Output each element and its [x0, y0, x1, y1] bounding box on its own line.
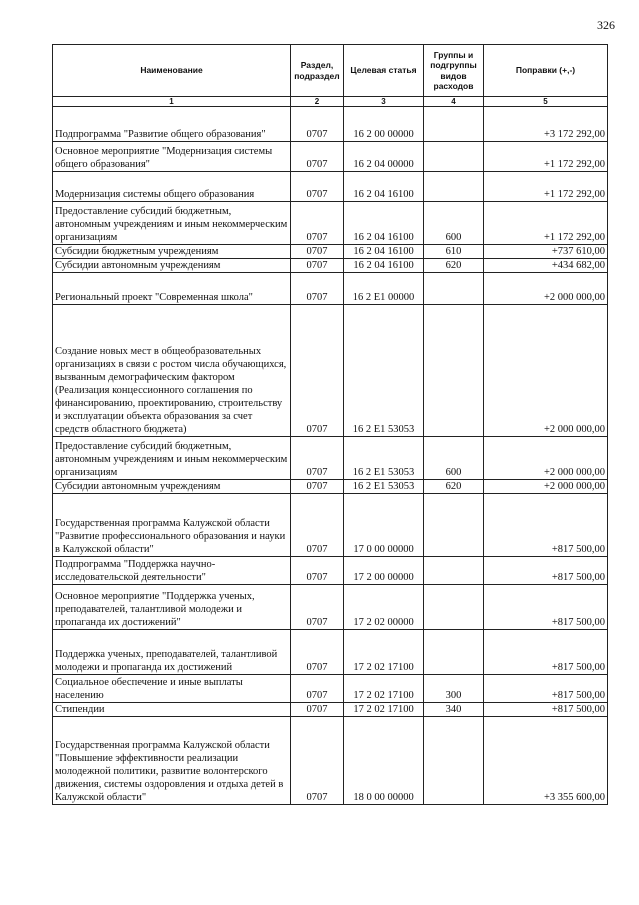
row-section: 0707 [291, 273, 344, 305]
row-amount: +2 000 000,00 [484, 273, 608, 305]
row-target: 16 2 E1 53053 [344, 437, 424, 480]
column-number: 3 [344, 97, 424, 107]
row-name: Создание новых мест в общеобразовательных организациях в связи с ростом числа обучающихся, вызванным демографическим фактором (Реализация концессионного соглашения по финансированию, проектированию, строительству и эксплуатации объекта образования за счет средств областного бюджета) [53, 305, 291, 437]
row-section: 0707 [291, 557, 344, 585]
row-group [424, 494, 484, 557]
row-name: Основное мероприятие "Модернизация системы общего образования" [53, 142, 291, 172]
row-target: 17 2 02 17100 [344, 703, 424, 717]
row-amount: +817 500,00 [484, 494, 608, 557]
row-target: 17 2 02 17100 [344, 675, 424, 703]
table-row [53, 437, 608, 480]
row-amount: +2 000 000,00 [484, 480, 608, 494]
column-number: 1 [53, 97, 291, 107]
table-row [53, 675, 608, 703]
row-group [424, 107, 484, 142]
row-name: Подпрограмма "Поддержка научно-исследовательской деятельности" [53, 557, 291, 585]
row-amount: +2 000 000,00 [484, 437, 608, 480]
row-name: Подпрограмма "Развитие общего образования" [53, 107, 291, 142]
row-name: Основное мероприятие "Поддержка ученых, преподавателей, талантливой молодежи и пропаганда их достижений" [53, 585, 291, 630]
row-amount: +1 172 292,00 [484, 202, 608, 245]
row-name: Предоставление субсидий бюджетным, автономным учреждениям и иным некоммерческим организациям [53, 202, 291, 245]
table-row [53, 717, 608, 805]
header-target: Целевая статья [344, 45, 424, 97]
header-groups: Группы и подгруппы видов расходов [424, 45, 484, 97]
row-section: 0707 [291, 305, 344, 437]
header-section: Раздел, подраздел [291, 45, 344, 97]
column-number: 5 [484, 97, 608, 107]
row-target: 18 0 00 00000 [344, 717, 424, 805]
row-group: 620 [424, 480, 484, 494]
table-row [53, 142, 608, 172]
row-amount: +1 172 292,00 [484, 172, 608, 202]
table-row [53, 245, 608, 259]
row-target: 16 2 04 16100 [344, 172, 424, 202]
row-amount: +817 500,00 [484, 703, 608, 717]
row-group: 600 [424, 202, 484, 245]
row-name: Стипендии [53, 703, 291, 717]
table-row [53, 172, 608, 202]
row-section: 0707 [291, 480, 344, 494]
row-amount: +817 500,00 [484, 557, 608, 585]
budget-amendments-table [52, 44, 608, 805]
row-section: 0707 [291, 107, 344, 142]
row-target: 16 2 E1 53053 [344, 305, 424, 437]
row-amount: +817 500,00 [484, 675, 608, 703]
row-target: 16 2 04 16100 [344, 259, 424, 273]
row-group: 600 [424, 437, 484, 480]
row-section: 0707 [291, 259, 344, 273]
column-number-row [53, 97, 608, 107]
header-amendments: Поправки (+,-) [484, 45, 608, 97]
row-target: 17 2 00 00000 [344, 557, 424, 585]
row-name: Предоставление субсидий бюджетным, автономным учреждениям и иным некоммерческим организациям [53, 437, 291, 480]
table-row [53, 585, 608, 630]
row-target: 16 2 E1 00000 [344, 273, 424, 305]
row-group [424, 305, 484, 437]
row-group [424, 585, 484, 630]
row-amount: +817 500,00 [484, 585, 608, 630]
row-name: Социальное обеспечение и иные выплаты населению [53, 675, 291, 703]
row-amount: +737 610,00 [484, 245, 608, 259]
row-section: 0707 [291, 437, 344, 480]
row-group: 340 [424, 703, 484, 717]
row-section: 0707 [291, 245, 344, 259]
row-name: Субсидии автономным учреждениям [53, 480, 291, 494]
row-section: 0707 [291, 172, 344, 202]
row-amount: +1 172 292,00 [484, 142, 608, 172]
row-group: 620 [424, 259, 484, 273]
row-section: 0707 [291, 585, 344, 630]
row-target: 16 2 04 16100 [344, 202, 424, 245]
table-row [53, 305, 608, 437]
page-number: 326 [597, 18, 615, 32]
row-group [424, 630, 484, 675]
row-name: Государственная программа Калужской области "Развитие профессионального образования и науки в Калужской области" [53, 494, 291, 557]
row-amount: +3 355 600,00 [484, 717, 608, 805]
row-group [424, 557, 484, 585]
row-section: 0707 [291, 202, 344, 245]
row-section: 0707 [291, 142, 344, 172]
row-target: 16 2 04 16100 [344, 245, 424, 259]
row-group [424, 172, 484, 202]
table-row [53, 703, 608, 717]
table-row [53, 557, 608, 585]
row-amount: +817 500,00 [484, 630, 608, 675]
row-group [424, 142, 484, 172]
row-amount: +3 172 292,00 [484, 107, 608, 142]
row-target: 17 2 02 00000 [344, 585, 424, 630]
row-amount: +434 682,00 [484, 259, 608, 273]
row-amount: +2 000 000,00 [484, 305, 608, 437]
row-group: 610 [424, 245, 484, 259]
row-target: 16 2 E1 53053 [344, 480, 424, 494]
row-group: 300 [424, 675, 484, 703]
row-name: Государственная программа Калужской области "Повышение эффективности реализации молодежной политики, развитие волонтерского движения, системы оздоровления и отдыха детей в Калужской области" [53, 717, 291, 805]
row-section: 0707 [291, 675, 344, 703]
row-target: 16 2 04 00000 [344, 142, 424, 172]
table-row [53, 107, 608, 142]
column-number: 4 [424, 97, 484, 107]
row-group [424, 273, 484, 305]
row-name: Субсидии автономным учреждениям [53, 259, 291, 273]
row-section: 0707 [291, 717, 344, 805]
header-name: Наименование [53, 45, 291, 97]
row-section: 0707 [291, 494, 344, 557]
row-name: Региональный проект "Современная школа" [53, 273, 291, 305]
row-name: Поддержка ученых, преподавателей, талантливой молодежи и пропаганда их достижений [53, 630, 291, 675]
row-name: Модернизация системы общего образования [53, 172, 291, 202]
row-section: 0707 [291, 630, 344, 675]
row-section: 0707 [291, 703, 344, 717]
table-row [53, 480, 608, 494]
table-row [53, 259, 608, 273]
row-target: 16 2 00 00000 [344, 107, 424, 142]
row-target: 17 2 02 17100 [344, 630, 424, 675]
column-number: 2 [291, 97, 344, 107]
row-name: Субсидии бюджетным учреждениям [53, 245, 291, 259]
table-row [53, 202, 608, 245]
header-row [53, 45, 608, 97]
table-row [53, 273, 608, 305]
row-target: 17 0 00 00000 [344, 494, 424, 557]
table-row [53, 630, 608, 675]
table-row [53, 494, 608, 557]
row-group [424, 717, 484, 805]
